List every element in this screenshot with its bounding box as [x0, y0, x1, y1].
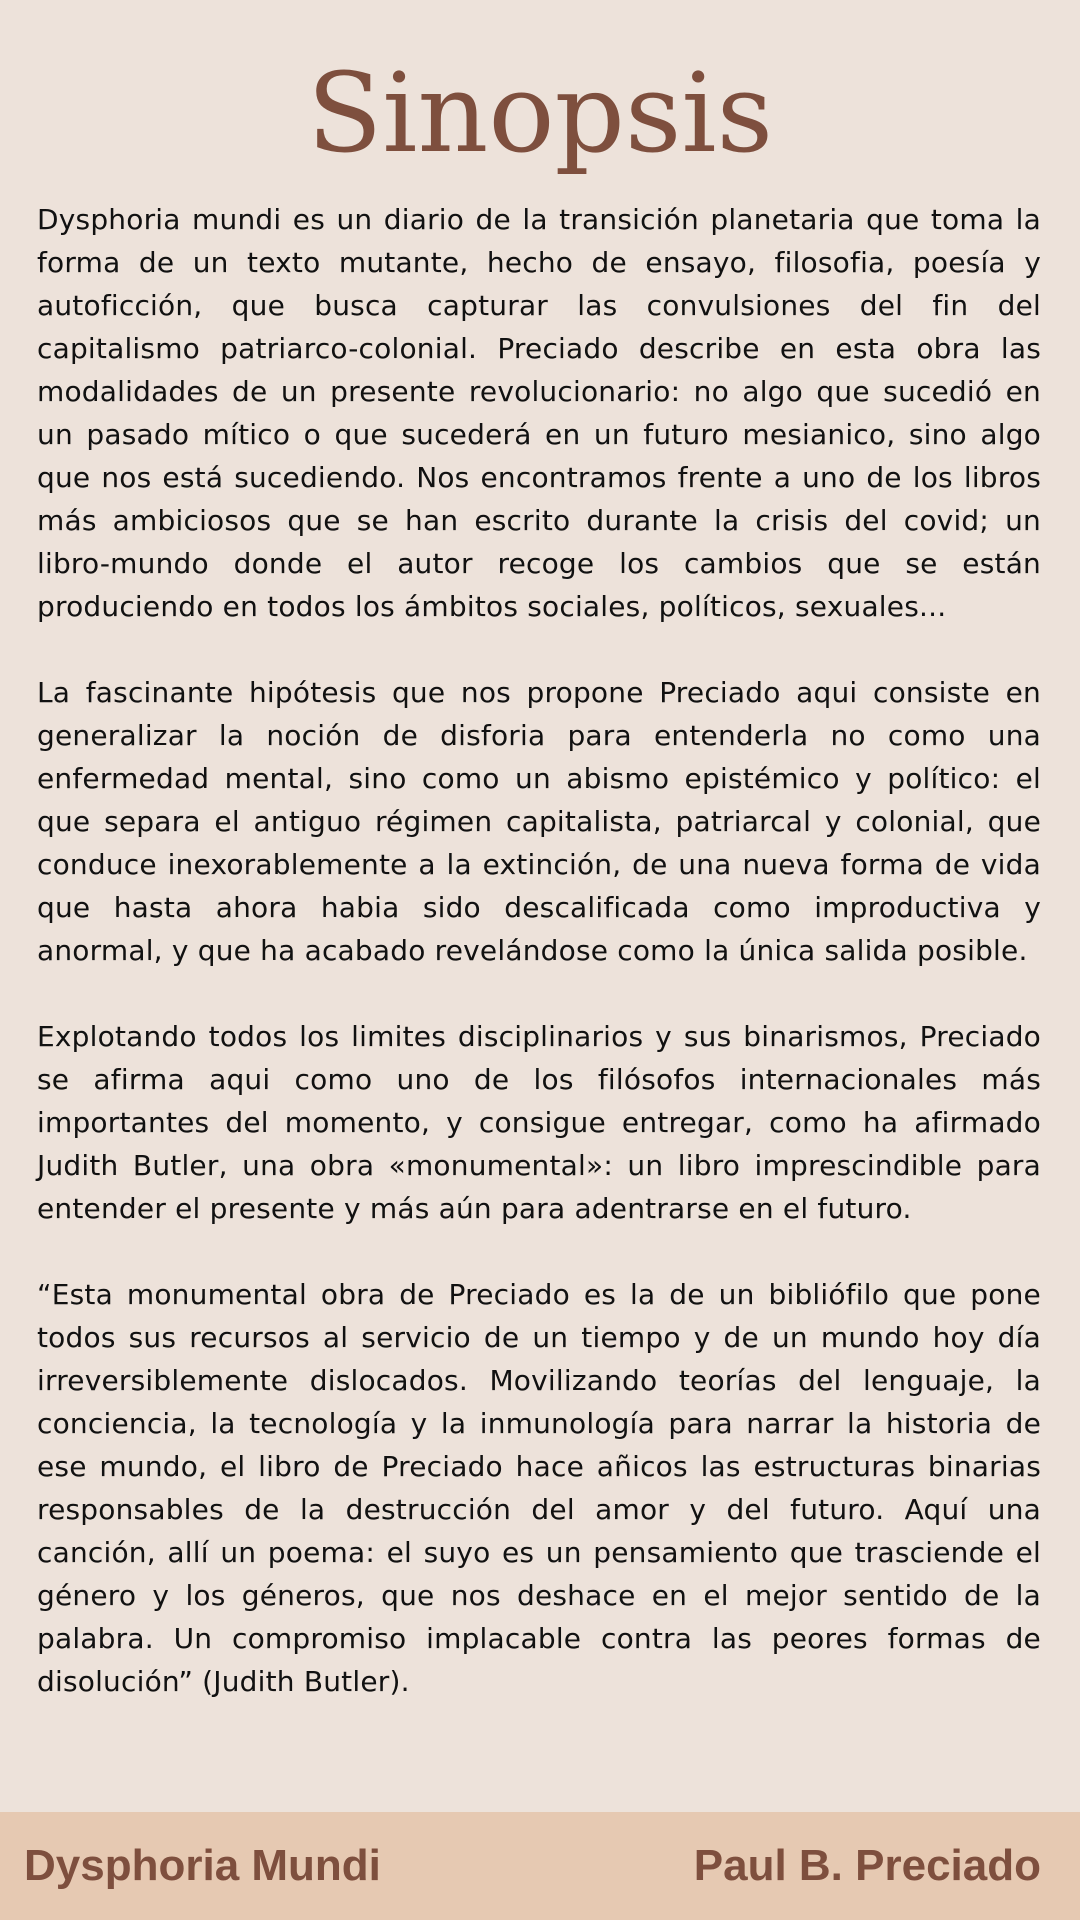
synopsis-paragraph-3: Explotando todos los limites disciplinarios y sus binarismos, Preciado se afirma aqui como uno de los filósofos internacionales más importantes del momento, y consigue entregar, como ha afirmado Judith Butler, una obra «monumental»: un libro imprescindible para entender el presente y más aún para adentrarse en el futuro. — [37, 1020, 1041, 1225]
synopsis-paragraph-2: La fascinante hipótesis que nos propone Preciado aqui consiste en generalizar la noción de disforia para entenderla no como una enfermedad mental, sino como un abismo epistémico y político: el que separa el antiguo régimen capitalista, patriarcal y colonial, que conduce inexorablemente a la extinción, de una nueva forma de vida que hasta ahora habia sido descalificada como improductiva y anormal, y que ha acabado revelándose como la única salida posible. — [37, 676, 1041, 967]
book-title: Dysphoria Mundi — [24, 1841, 381, 1890]
synopsis-paragraph-4: “Esta monumental obra de Preciado es la de un bibliófilo que pone todos sus recursos al servicio de un tiempo y de un mundo hoy día irreversiblemente dislocados. Movilizando teorías del lenguaje, la conciencia, la tecnología y la inmunología para narrar la historia de ese mundo, el libro de Preciado hace añicos las estructuras binarias responsables de la destrucción del amor y del futuro. Aquí una canción, allí un poema: el suyo es un pensamiento que trasciende el género y los géneros, que nos deshace en el mejor sentido de la palabra. Un compromiso implacable contra las peores formas de disolución” (Judith Butler). — [37, 1278, 1041, 1698]
synopsis-paragraph-1: Dysphoria mundi es un diario de la transición planetaria que toma la forma de un texto mutante, hecho de ensayo, filosofia, poesía y autoficción, que busca capturar las convulsiones del fin del capitalismo patriarco-colonial. Preciado describe en esta obra las modalidades de un presente revolucionario: no algo que sucedió en un pasado mítico o que sucederá en un futuro mesianico, sino algo que nos está sucediendo. Nos encontramos frente a uno de los libros más ambiciosos que se han escrito durante la crisis del covid; un libro-mundo donde el autor recoge los cambios que se están produciendo en todos los ámbitos sociales, políticos, sexuales... — [37, 203, 1041, 623]
footer-bar — [0, 1812, 1080, 1920]
page-title: Sinopsis — [306, 49, 774, 177]
author-name: Paul B. Preciado — [693, 1841, 1041, 1890]
synopsis-body — [37, 198, 1041, 1746]
